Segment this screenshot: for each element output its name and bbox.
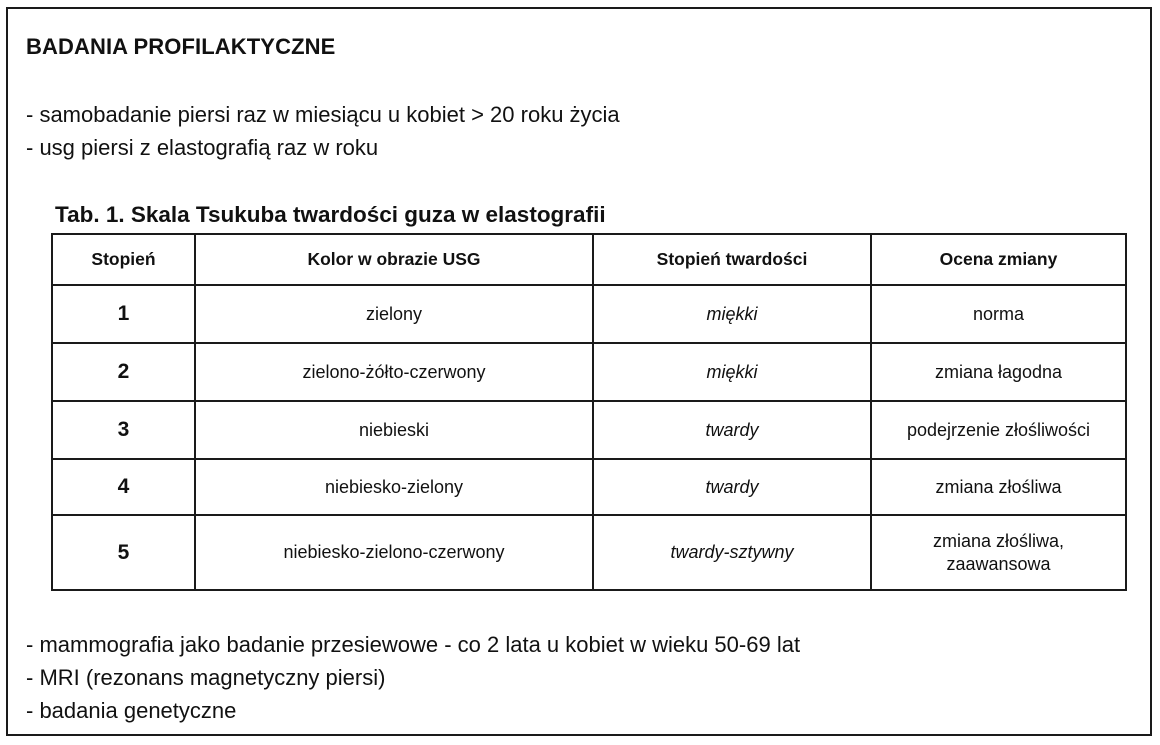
cell-hardness: miękki	[593, 343, 871, 401]
cell-grade: 5	[52, 515, 195, 590]
list-item: - samobadanie piersi raz w miesiącu u kobiet > 20 roku życia	[26, 102, 620, 127]
cell-assessment	[871, 285, 1126, 343]
cell-assessment	[871, 343, 1126, 401]
tsukuba-scale-table	[51, 233, 1127, 591]
cell-color: niebieski	[195, 401, 593, 459]
cell-color: niebiesko-zielony	[195, 459, 593, 515]
cell-grade: 2	[52, 343, 195, 401]
assessment-line: norma	[972, 303, 1025, 324]
list-item: - usg piersi z elastografią raz w roku	[26, 135, 379, 160]
assessment-line: zaawansowa	[946, 553, 1051, 574]
header-assessment: Ocena zmiany	[871, 234, 1126, 285]
assessment-line: podejrzenie złośliwości	[906, 419, 1091, 440]
table-row	[52, 285, 1126, 343]
table-row	[52, 401, 1126, 459]
header-color: Kolor w obrazie USG	[195, 234, 593, 285]
cell-hardness: twardy	[593, 401, 871, 459]
assessment-line: zmiana łagodna	[934, 361, 1063, 382]
list-item: - mammografia jako badanie przesiewowe - co 2 lata u kobiet w wieku 50-69 lat	[26, 632, 801, 657]
cell-color: niebiesko-zielono-czerwony	[195, 515, 593, 590]
document-frame	[6, 7, 1152, 736]
table-row	[52, 515, 1126, 590]
cell-color: zielony	[195, 285, 593, 343]
cell-assessment	[871, 459, 1126, 515]
assessment-line: zmiana złośliwa	[935, 476, 1062, 497]
cell-grade: 3	[52, 401, 195, 459]
outro-list	[26, 628, 800, 727]
cell-grade: 4	[52, 459, 195, 515]
table-caption: Tab. 1. Skala Tsukuba twardości guza w elastografii	[55, 202, 606, 227]
cell-assessment	[871, 401, 1126, 459]
assessment-line: zmiana złośliwa,	[932, 530, 1065, 551]
cell-color: zielono-żółto-czerwony	[195, 343, 593, 401]
cell-hardness: twardy	[593, 459, 871, 515]
cell-hardness: miękki	[593, 285, 871, 343]
list-item: - badania genetyczne	[26, 698, 237, 723]
cell-assessment	[871, 515, 1126, 590]
table-row	[52, 459, 1126, 515]
table-header-row	[52, 234, 1126, 285]
header-hardness: Stopień twardości	[593, 234, 871, 285]
header-grade: Stopień	[52, 234, 195, 285]
cell-hardness: twardy-sztywny	[593, 515, 871, 590]
list-item: - MRI (rezonans magnetyczny piersi)	[26, 665, 386, 690]
page-title: BADANIA PROFILAKTYCZNE	[26, 34, 336, 59]
cell-grade: 1	[52, 285, 195, 343]
intro-list	[26, 98, 620, 164]
table-row	[52, 343, 1126, 401]
